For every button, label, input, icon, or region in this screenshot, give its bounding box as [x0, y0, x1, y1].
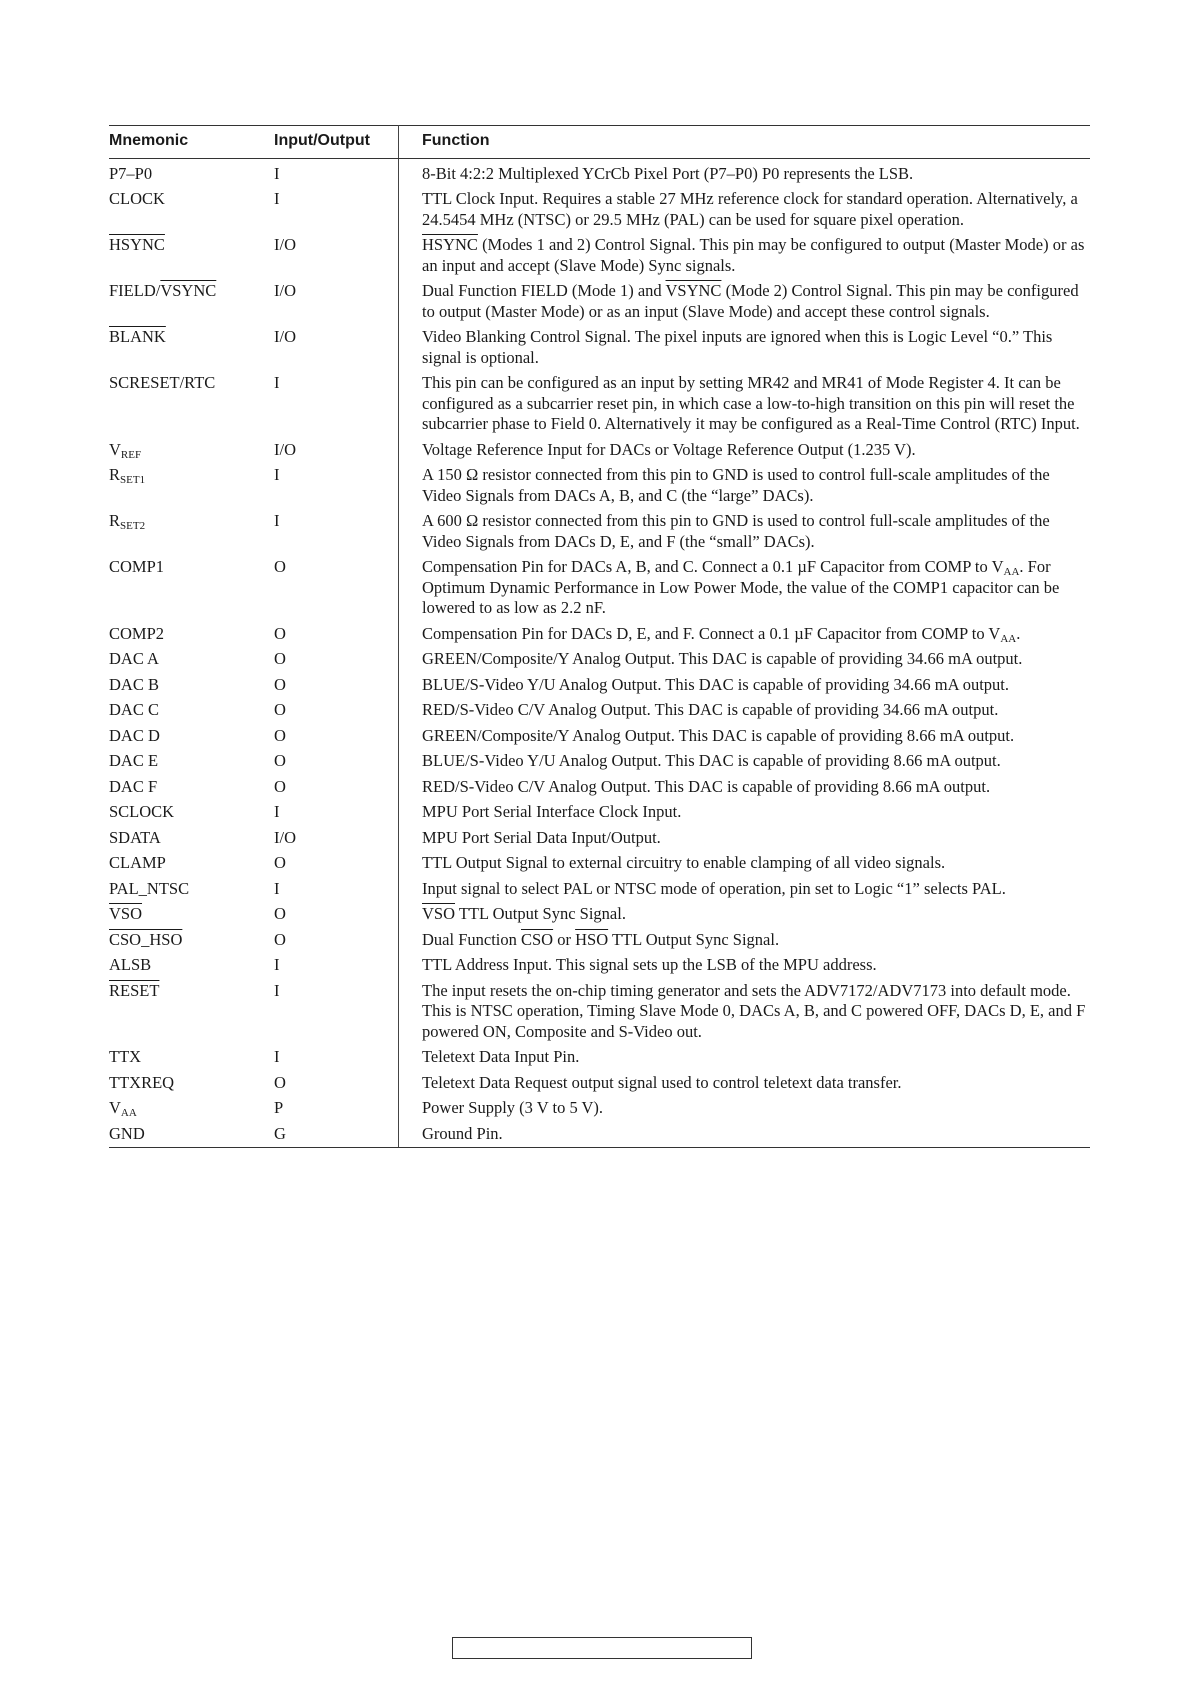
table-row — [109, 723, 1090, 749]
function-cell: The input resets the on-chip timing generator and sets the ADV7172/ADV7173 into default mode. This is NTSC operation, Timing Slave Mode 0, DACs A, B, and C powered OFF, DACs D, E, and F powered ON, Composite and S-Video out. — [422, 980, 1086, 1041]
function-cell: Ground Pin. — [399, 1121, 1091, 1148]
function-text: Compensation Pin for DACs A, B, and C. Connect a 0.1 µF Capacitor from COMP to V — [422, 557, 1004, 576]
mnemonic-subscript: AA — [120, 1107, 137, 1119]
table-row — [109, 1121, 1090, 1148]
function-cell — [399, 621, 1091, 647]
mnemonic-cell: DAC E — [109, 751, 159, 770]
mnemonic-cell — [109, 902, 266, 928]
function-cell — [399, 233, 1091, 279]
function-cell: GREEN/Composite/Y Analog Output. This DAC is capable of providing 34.66 mA output. — [422, 649, 1023, 668]
function-text: Dual Function FIELD (Mode 1) and — [422, 281, 666, 300]
function-cell: Voltage Reference Input for DACs or Voltage Reference Output (1.235 V). — [422, 439, 916, 459]
function-cell — [399, 555, 1091, 622]
mnemonic-cell: CLAMP — [109, 853, 166, 872]
mnemonic-cell: DAC D — [109, 725, 160, 745]
footer-box — [452, 1637, 752, 1659]
table-row — [109, 279, 1090, 325]
function-cell: MPU Port Serial Data Input/Output. — [422, 827, 661, 847]
function-cell: This pin can be configured as an input by setting MR42 and MR41 of Mode Register 4. It can be configured as a subcarrier reset pin, in which case a low-to-high transition on this pin will reset the subcarrier phase to Field 0. Alternatively it may be configured as a Real-Time Control (RTC) Input. — [422, 373, 1080, 433]
mnemonic-cell: DAC A — [109, 649, 159, 668]
header-input-output: Input/Output — [266, 126, 399, 159]
function-cell: BLUE/S-Video Y/U Analog Output. This DAC is capable of providing 8.66 mA output. — [422, 751, 1001, 770]
io-cell: I — [266, 978, 399, 1045]
io-cell: I/O — [266, 437, 399, 463]
io-cell: I — [266, 953, 399, 979]
mnemonic-cell — [109, 463, 266, 509]
mnemonic-cell: SDATA — [109, 827, 161, 847]
header-mnemonic: Mnemonic — [109, 126, 266, 159]
io-cell: O — [266, 774, 399, 800]
mnemonic-cell: COMP2 — [109, 623, 165, 643]
mnemonic-overline: VSYNC — [160, 281, 217, 300]
io-cell: I — [266, 509, 399, 555]
table-header-row — [109, 126, 1090, 159]
function-cell: Input signal to select PAL or NTSC mode of operation, pin set to Logic “1” selects PAL. — [422, 878, 1006, 898]
mnemonic-subscript: SET2 — [120, 520, 146, 532]
function-text: Compensation Pin for DACs D, E, and F. Connect a 0.1 µF Capacitor from COMP to V — [422, 623, 1001, 643]
mnemonic-text: R — [109, 511, 121, 530]
table-row — [109, 187, 1090, 233]
function-subscript: AA — [1003, 566, 1020, 578]
function-cell: A 600 Ω resistor connected from this pin to GND is used to control full-scale amplitudes of the Video Signals from DACs D, E, and F (the “small” DACs). — [422, 511, 1050, 551]
table-row — [109, 621, 1090, 647]
mnemonic-overline: BLANK — [109, 327, 166, 346]
io-cell: I — [266, 1045, 399, 1071]
table-row — [109, 800, 1090, 826]
io-cell: I — [266, 187, 399, 233]
mnemonic-overline: RESET — [109, 980, 160, 1000]
io-cell: O — [266, 851, 399, 877]
mnemonic-cell: DAC B — [109, 674, 159, 694]
io-cell: I — [266, 371, 399, 438]
mnemonic-subscript: SET1 — [120, 474, 146, 486]
mnemonic-cell — [109, 233, 266, 279]
table-row — [109, 953, 1090, 979]
table-row — [109, 437, 1090, 463]
function-overline: $\overline{VSO}$ — [422, 904, 456, 923]
io-cell: O — [266, 698, 399, 724]
mnemonic-cell — [109, 927, 266, 953]
mnemonic-text: V — [109, 1098, 121, 1117]
mnemonic-cell: ALSB — [109, 955, 152, 974]
io-cell: I/O — [266, 279, 399, 325]
mnemonic-cell: P7–P0 — [109, 163, 153, 183]
function-overline: VSYNC — [665, 281, 722, 300]
table-row — [109, 927, 1090, 953]
function-text: TTL Output Sync Signal. — [608, 929, 780, 949]
function-cell: 8-Bit 4:2:2 Multiplexed YCrCb Pixel Port (P7–P0) P0 represents the LSB. — [422, 163, 914, 183]
mnemonic-overline: $\overline{VSO}$ — [109, 904, 143, 923]
function-overline: $\overline{HSO}$ — [575, 929, 609, 949]
mnemonic-cell: SCRESET/RTC — [109, 373, 216, 392]
mnemonic-text: R — [109, 465, 121, 484]
mnemonic-cell — [109, 978, 266, 1045]
mnemonic-cell: CLOCK — [109, 189, 165, 208]
function-cell — [399, 927, 1091, 953]
io-cell: I — [266, 158, 399, 187]
mnemonic-cell — [109, 325, 266, 371]
io-cell: O — [266, 749, 399, 775]
table-row — [109, 509, 1090, 555]
function-cell: GREEN/Composite/Y Analog Output. This DAC is capable of providing 8.66 mA output. — [422, 725, 1015, 745]
table-row — [109, 698, 1090, 724]
io-cell: O — [266, 647, 399, 673]
function-cell: Video Blanking Control Signal. The pixel inputs are ignored when this is Logic Level “0.” This signal is optional. — [422, 327, 1053, 367]
table-row — [109, 1070, 1090, 1096]
mnemonic-cell: COMP1 — [109, 557, 165, 576]
function-cell: RED/S-Video C/V Analog Output. This DAC is capable of providing 8.66 mA output. — [422, 776, 991, 796]
table-row — [109, 774, 1090, 800]
function-text: Dual Function — [422, 929, 521, 949]
function-overline: HSYNC — [422, 235, 478, 254]
mnemonic-cell: DAC C — [109, 700, 159, 719]
mnemonic-overline: CSO_HSO — [109, 929, 183, 949]
function-cell: BLUE/S-Video Y/U Analog Output. This DAC is capable of providing 34.66 mA output. — [422, 674, 1010, 694]
function-cell — [399, 902, 1091, 928]
mnemonic-overline: HSYNC — [109, 235, 165, 254]
table-row — [109, 876, 1090, 902]
table-row — [109, 978, 1090, 1045]
mnemonic-text: V — [109, 439, 121, 459]
table-row — [109, 325, 1090, 371]
mnemonic-cell: TTX — [109, 1047, 142, 1066]
io-cell: O — [266, 723, 399, 749]
function-cell — [399, 279, 1091, 325]
io-cell: O — [266, 555, 399, 622]
mnemonic-cell — [109, 1096, 266, 1122]
mnemonic-cell — [109, 437, 266, 463]
mnemonic-cell: GND — [109, 1121, 266, 1148]
mnemonic-cell: DAC F — [109, 776, 158, 796]
function-text: . — [1016, 623, 1021, 643]
function-text: . For Optimum Dynamic Performance in Low Power Mode, the value of the COMP1 capacitor can be lowered to as low as 2.2 nF. — [422, 557, 1060, 617]
mnemonic-cell — [109, 509, 266, 555]
mnemonic-cell: TTXREQ — [109, 1072, 175, 1092]
io-cell: I — [266, 876, 399, 902]
function-subscript: AA — [1000, 632, 1017, 645]
mnemonic-cell: SCLOCK — [109, 802, 175, 821]
table-row — [109, 825, 1090, 851]
mnemonic-subscript: REF — [120, 448, 142, 461]
mnemonic-text: FIELD/ — [109, 281, 161, 300]
table-row — [109, 463, 1090, 509]
io-cell: O — [266, 927, 399, 953]
table-row — [109, 1045, 1090, 1071]
table-row — [109, 1096, 1090, 1122]
io-cell: O — [266, 902, 399, 928]
function-cell: RED/S-Video C/V Analog Output. This DAC is capable of providing 34.66 mA output. — [422, 700, 999, 719]
function-cell: TTL Output Signal to external circuitry to enable clamping of all video signals. — [422, 853, 946, 872]
mnemonic-cell — [109, 279, 266, 325]
table-row — [109, 158, 1090, 187]
io-cell: I/O — [266, 233, 399, 279]
io-cell: I — [266, 463, 399, 509]
function-overline: $\overline{CSO}$ — [521, 929, 554, 949]
function-cell: Power Supply (3 V to 5 V). — [422, 1098, 604, 1117]
table-row — [109, 902, 1090, 928]
mnemonic-cell: PAL_NTSC — [109, 878, 190, 898]
function-text: or — [553, 929, 576, 949]
function-text: (Mode 2) Control Signal. This pin may be configured to output (Master Mode) or as an input (Slave Mode) and accept these control signals. — [422, 281, 1079, 321]
io-cell: G — [266, 1121, 399, 1148]
io-cell: I — [266, 800, 399, 826]
io-cell: O — [266, 672, 399, 698]
header-function: Function — [399, 126, 1091, 159]
io-cell: I/O — [266, 825, 399, 851]
io-cell: I/O — [266, 325, 399, 371]
table-row — [109, 371, 1090, 438]
function-cell: TTL Address Input. This signal sets up the LSB of the MPU address. — [422, 955, 877, 974]
table-row — [109, 851, 1090, 877]
function-cell: TTL Clock Input. Requires a stable 27 MHz reference clock for standard operation. Alternatively, a 24.5454 MHz (NTSC) or 29.5 MHz (PAL) can be used for square pixel operation. — [422, 189, 1078, 229]
io-cell: P — [266, 1096, 399, 1122]
function-cell: Teletext Data Input Pin. — [422, 1047, 580, 1066]
table-row — [109, 672, 1090, 698]
table-row — [109, 647, 1090, 673]
table-row — [109, 555, 1090, 622]
pin-function-table — [109, 125, 1090, 1148]
function-text: TTL Output Sync Signal. — [455, 904, 626, 923]
function-cell: A 150 Ω resistor connected from this pin to GND is used to control full-scale amplitudes of the Video Signals from DACs A, B, and C (the “large” DACs). — [422, 465, 1050, 505]
table-row — [109, 749, 1090, 775]
io-cell: O — [266, 1070, 399, 1096]
function-cell: MPU Port Serial Interface Clock Input. — [422, 802, 682, 821]
function-text: (Modes 1 and 2) Control Signal. This pin may be configured to output (Master Mode) or as an input and accept (Slave Mode) Sync signals. — [422, 235, 1085, 275]
table-row — [109, 233, 1090, 279]
function-cell: Teletext Data Request output signal used to control teletext data transfer. — [422, 1072, 902, 1092]
io-cell: O — [266, 621, 399, 647]
